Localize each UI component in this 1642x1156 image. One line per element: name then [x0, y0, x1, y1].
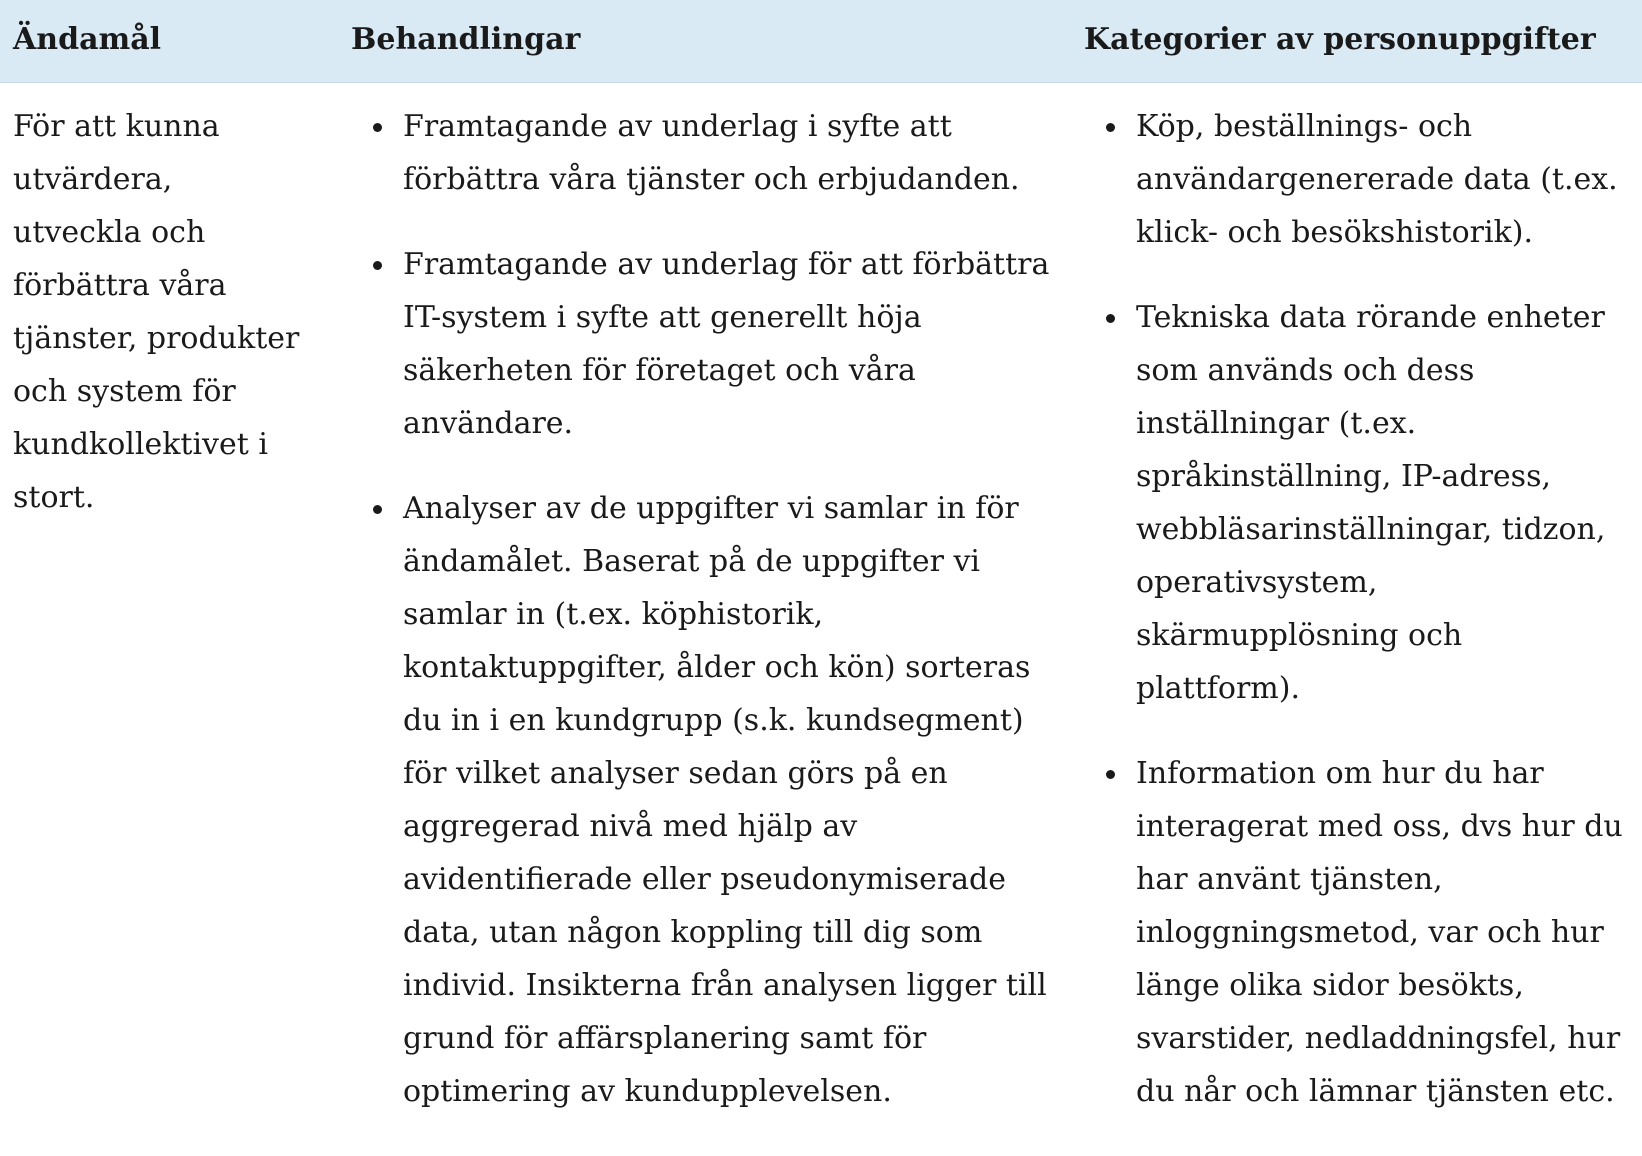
column-header-categories: Kategorier av personuppgifter	[1084, 22, 1596, 57]
list-item: Framtagande av underlag i syfte att förbättra våra tjänster och erbjudanden.	[403, 100, 1051, 206]
purpose-cell: För att kunna utvärdera, utveckla och förbättra våra tjänster, produkter och system för kundkollektivet i stort.	[13, 109, 300, 515]
list-item: Analyser av de uppgifter vi samlar in för ändamålet. Baserat på de uppgifter vi samlar in (t.ex. köphistorik, kontaktuppgifter, ålder och kön) sorteras du in i en kundgrupp (s.k. kundsegment) för vilket analyser sedan görs på en aggregerad nivå med hjälp av avidentifierade eller pseudonymiserade data, utan någon koppling till dig som individ. Insikterna från analysen ligger till grund för affärsplanering samt för optimering av kundupplevelsen.	[403, 482, 1051, 1118]
column-header-purpose: Ändamål	[13, 22, 162, 57]
categories-cell	[1084, 100, 1624, 1150]
processing-list	[351, 100, 1051, 1118]
processing-cell	[351, 100, 1051, 1150]
list-item: Köp, beställnings- och användargenererade data (t.ex. klick- och besökshistorik).	[1136, 100, 1624, 259]
table-header-row	[0, 0, 1642, 83]
categories-list	[1084, 100, 1624, 1118]
list-item: Framtagande av underlag för att förbättra IT-system i syfte att generellt höja säkerheten för företaget och våra användare.	[403, 238, 1051, 450]
column-header-processing: Behandlingar	[351, 22, 581, 57]
list-item: Tekniska data rörande enheter som används och dess inställningar (t.ex. språkinställning, IP-adress, webbläsarinställningar, tidzon, operativsystem, skärmupplösning och plattform).	[1136, 291, 1624, 715]
list-item: Information om hur du har interagerat med oss, dvs hur du har använt tjänsten, inloggningsmetod, var och hur länge olika sidor besökts, svarstider, nedladdningsfel, hur du når och lämnar tjänsten etc.	[1136, 747, 1624, 1118]
